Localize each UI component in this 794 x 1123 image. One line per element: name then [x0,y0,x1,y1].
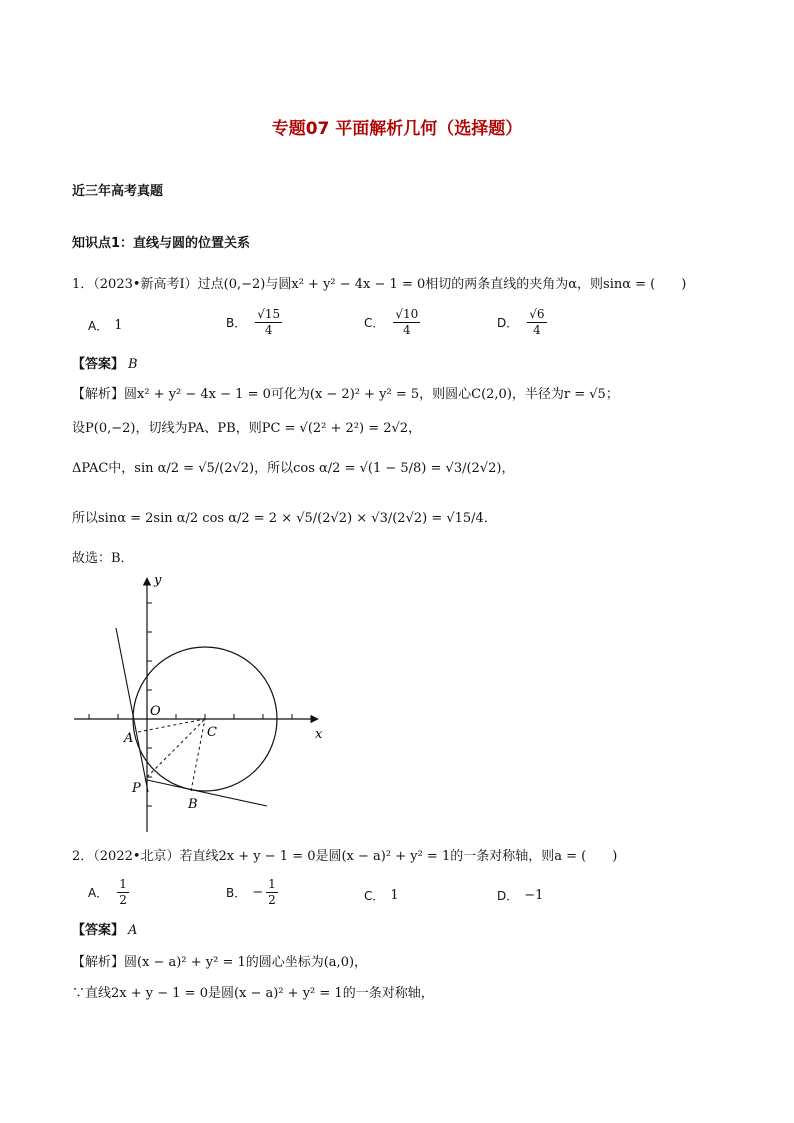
q1-answer-value: B [128,357,138,372]
q2-option-a-fraction [117,878,129,907]
q2-option-b-label: B． [226,886,247,900]
q2-option-b-fraction [266,878,278,907]
q2-option-d-label: D． [497,889,519,903]
q1-option-b-fraction [255,308,282,337]
q2-option-a [88,878,132,907]
q2-option-a-label: A． [88,886,109,900]
q2-option-d [497,887,543,904]
q2-option-b-numerator: 1 [268,877,276,891]
q1-answer [72,356,138,374]
q1-option-a-value: 1 [114,318,123,333]
q1-option-b-label: B． [226,316,247,330]
q1-option-d-label: D． [497,316,519,330]
tangent-line-pa [116,628,148,792]
q1-option-c [364,308,423,337]
q2-answer [72,922,137,940]
q1-option-c-label: C． [364,316,385,330]
q2-answer-value: A [128,923,138,938]
q1-solution-line-1: 【解析】圆x² + y² − 4x − 1 = 0可化为(x − 2)² + y² = 5，则圆心C(2,0)，半径为r = √5； [72,387,619,402]
q1-option-d-numerator: √6 [529,307,545,321]
q1-answer-tag: 【答案】 [72,357,125,372]
q2-option-b-denominator: 2 [268,893,276,907]
q1-option-a [88,317,123,334]
page-title: 专题07 平面解析几何（选择题） [271,119,523,139]
q1-geometry-figure [60,570,340,840]
point-c-label: C [207,725,217,740]
knowledge-point-heading: 知识点1：直线与圆的位置关系 [72,236,251,251]
y-axis-label: y [154,573,162,588]
q2-option-c-value: 1 [390,888,399,903]
q2-option-d-value: −1 [524,888,544,903]
section-heading: 近三年高考真题 [72,184,164,199]
q2-answer-tag: 【答案】 [72,923,125,938]
q2-option-a-numerator: 1 [119,877,127,891]
q1-option-c-fraction [393,308,420,337]
q2-option-b [226,878,281,907]
q1-option-c-denominator: 4 [403,323,411,337]
q1-solution-line-5: 故选：B． [72,551,134,566]
q2-solution-line-2: ∵直线2x + y − 1 = 0是圆(x − a)² + y² = 1的一条对称轴， [72,986,434,1001]
q1-option-b-denominator: 4 [264,323,273,337]
q2-option-b-sign: − [252,885,264,900]
q1-option-d [497,308,550,337]
q1-stem: 1．（2023•新高考Ⅰ）过点(0,−2)与圆x² + y² − 4x − 1 = 0相切的两条直线的夹角为α，则sinα = ( ) [72,277,687,292]
q2-option-c-label: C． [364,889,385,903]
q1-option-c-numerator: √10 [395,307,419,321]
q1-option-d-fraction [527,308,546,337]
origin-label: O [150,704,161,719]
q2-option-a-denominator: 2 [119,893,127,907]
x-axis-ticks [89,714,292,719]
q2-stem: 2．（2022•北京）若直线2x + y − 1 = 0是圆(x − a)² + y² = 1的一条对称轴，则a = ( ) [72,849,618,864]
q1-option-b [226,308,285,337]
q2-option-c [364,887,399,904]
point-p-label: P [132,781,141,796]
q1-option-b-numerator: √15 [257,307,281,321]
q2-solution-line-1: 【解析】圆(x − a)² + y² = 1的圆心坐标为(a,0)， [72,955,368,970]
x-axis-label: x [315,727,323,742]
q1-solution-line-2: 设P(0,−2)，切线为PA、PB，则PC = √(2² + 2²) = 2√2， [72,421,422,436]
q1-solution-line-4: 所以sinα = 2sin α/2 cos α/2 = 2 × √5/(2√2) × √3/(2√2) = √15/4． [72,511,497,526]
tangent-line-pb [147,780,267,806]
point-b-label: B [188,797,198,812]
point-a-label: A [124,731,134,746]
q1-solution-line-3: ΔPAC中，sin α/2 = √5/(2√2)，所以cos α/2 = √(1 − 5/8) = √3/(2√2)， [72,461,515,476]
q1-option-d-denominator: 4 [533,323,541,337]
q1-option-a-label: A． [88,319,109,333]
